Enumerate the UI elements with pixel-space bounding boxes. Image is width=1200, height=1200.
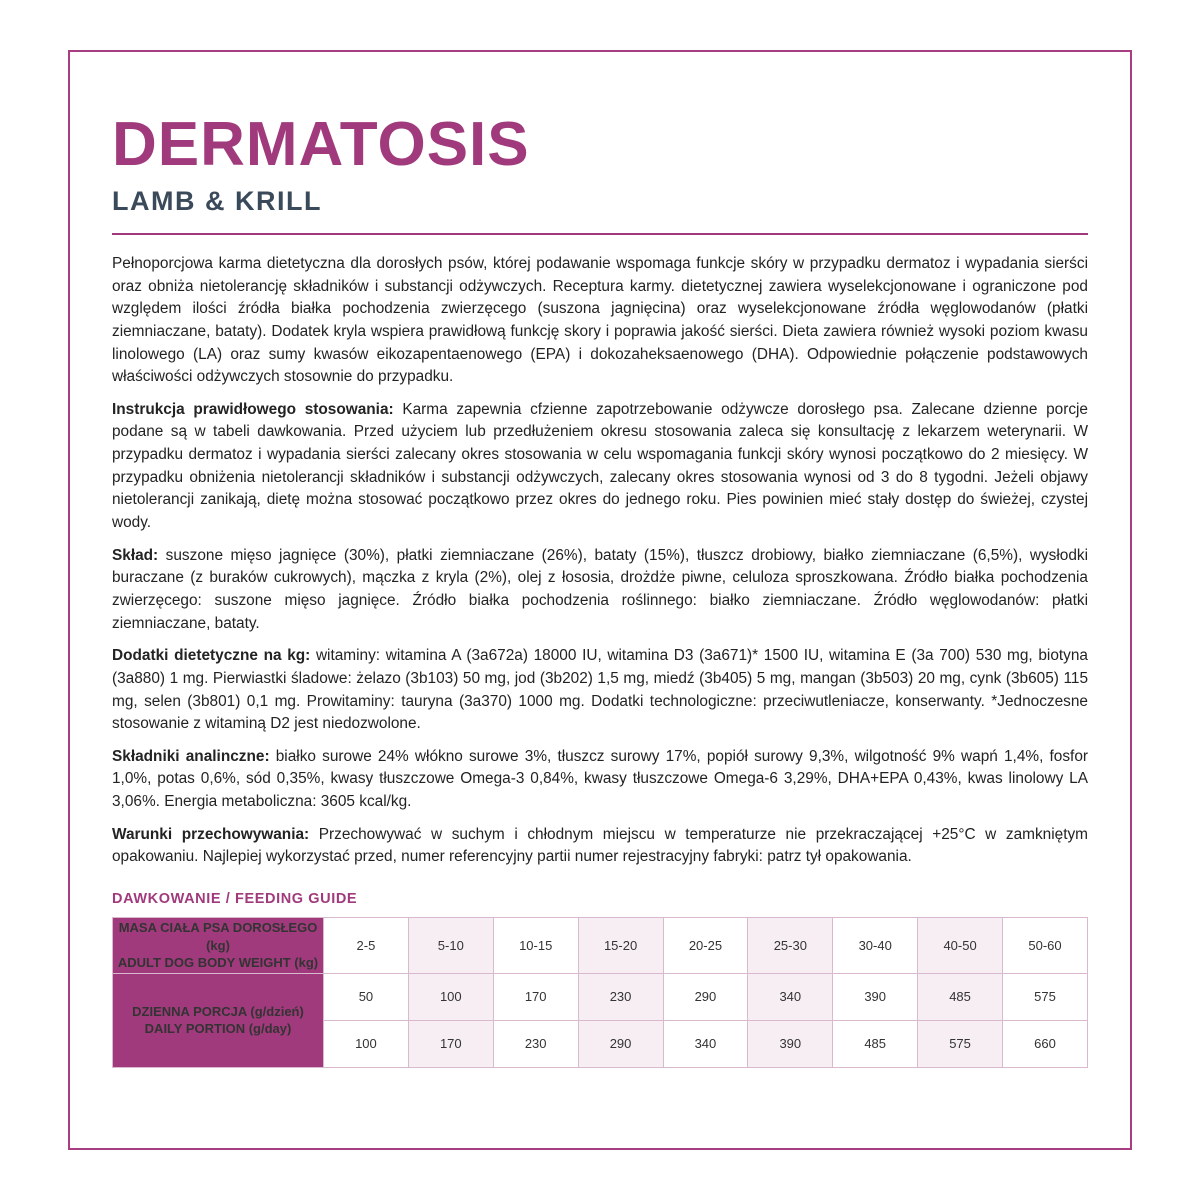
page-title: DERMATOSIS [112,110,530,179]
row-header-body-weight-pl: MASA CIAŁA PSA DOROSŁEGO (kg) [118,920,318,953]
cell-portion-max: 575 [918,1020,1003,1067]
label-content [112,110,1089,1068]
storage-text: Przechowywać w suchym i chłodnym miejscu w temperaturze nie przekraczającej +25°C w zamkniętym opakowaniu. Najlepiej wykorzystać przed, numer referencyjny partii numer rejestracyjny fabryki: patrz tył opakowania. [112,825,1088,866]
feeding-guide-table [112,917,1088,1068]
intro-paragraph: Pełnoporcjowa karma dietetyczna dla dorosłych psów, której podawanie wspomaga funkcje skóry w przypadku dermatoz i wypadania sierści oraz obniża nietolerancję składników i substancji odżywczych. Receptura karmy. dietetycznej zawiera wyselekcjonowane i ograniczone pod względem ilości źródła białka pochodzenia zwierzęcego (suszona jagnięcina) oraz wyselekcjonowane źródła węglowodanów (płatki ziemniaczane, bataty). Dodatek kryla wspiera prawidłową funkcję skory i poprawia jakość sierści. Dieta zawiera również wysoki poziom kwasu linolowego (LA) oraz sumy kwasów eikozapentaenowego (EPA) i dokozaheksaenowego (DHA). Odpowiednie połączenie podstawowych właściwości odżywczych stosownie do przypadku. [112,255,1088,386]
composition-label: Skład: [112,546,159,564]
table-row-weights [113,918,1088,974]
analytical-label: Składniki analinczne: [112,747,270,765]
cell-portion-min: 485 [918,973,1003,1020]
analytical-text: białko surowe 24% włókno surowe 3%, tłuszcz surowy 17%, popiół surowy 9,3%, wilgotność 9% wapń 1,4%, fosfor 1,0%, potas 0,6%, sód 0,35%, kwasy tłuszczowe Omega-3 0,84%, kwasy tłuszczowe Omega-6 3,29%, DHA+EPA 0,43%, kwas linolowy LA 3,06%. Energia metaboliczna: 3605 kcal/kg. [112,747,1089,811]
cell-portion-min: 170 [493,973,578,1020]
additives-label: Dodatki dietetyczne na kg: [112,647,311,665]
storage-label: Warunki przechowywania: [112,825,310,843]
cell-portion-max: 390 [748,1020,833,1067]
cell-portion-min: 100 [408,973,493,1020]
feeding-guide-title: DAWKOWANIE / FEEDING GUIDE [112,891,358,908]
cell-weight: 20-25 [663,918,748,974]
additives-text: witaminy: witamina A (3a672a) 18000 IU, witamina D3 (3a671)* 1500 IU, witamina E (3a 700) 530 mg, biotyna (3a880) 1 mg. Pierwiastki śladowe: żelazo (3b103) 50 mg, jod (3b202) 1,5 mg, miedź (3b405) 5 mg, mangan (3b503) 20 mg, cynk (3b605) 115 mg, selen (3b801) 0,1 mg. Prowitaminy: tauryna (3a370) 1000 mg. Dodatki technologiczne: przeciwutleniacze, konserwanty. *Jednoczesne stosowanie z witaminą D2 jest niedozwolone. [112,647,1088,733]
storage-paragraph [112,824,1088,869]
cell-weight: 2-5 [324,918,409,974]
row-header-body-weight [113,918,324,974]
cell-portion-min: 230 [578,973,663,1020]
usage-label: Instrukcja prawidłowego stosowania: [112,400,394,418]
cell-portion-max: 340 [663,1020,748,1067]
cell-weight: 10-15 [493,918,578,974]
table-row-portion-min [113,973,1088,1020]
cell-portion-max: 170 [408,1020,493,1067]
cell-portion-max: 485 [833,1020,918,1067]
row-header-daily-portion-en: DAILY PORTION (g/day) [144,1021,292,1037]
cell-portion-max: 100 [324,1020,409,1067]
cell-portion-min: 290 [663,973,748,1020]
composition-paragraph [112,545,1088,636]
composition-text: suszone mięso jagnięce (30%), płatki ziemniaczane (26%), bataty (15%), tłuszcz drobiowy, białko ziemniaczane (6,5%), wysłodki buraczane (z buraków cukrowych), mączka z kryla (2%), olej z łososia, drożdże piwne, celuloza sproszkowana. Źródło białka pochodzenia zwierzęcego: suszone mięso jagnięce. Źródło białka pochodzenia roślinnego: białko ziemniaczane. Źródło węglowodanów: płatki ziemniaczane, bataty. [112,546,1088,632]
row-header-body-weight-en: ADULT DOG BODY WEIGHT (kg) [117,955,319,971]
cell-portion-min: 390 [833,973,918,1020]
row-header-daily-portion [113,973,324,1067]
additives-paragraph [112,645,1088,736]
cell-weight: 15-20 [578,918,663,974]
cell-weight: 50-60 [1003,918,1088,974]
cell-weight: 40-50 [918,918,1003,974]
page-subtitle: LAMB & KRILL [112,186,322,216]
cell-portion-max: 660 [1003,1020,1088,1067]
analytical-paragraph [112,746,1088,814]
cell-weight: 25-30 [748,918,833,974]
cell-weight: 30-40 [833,918,918,974]
cell-weight: 5-10 [408,918,493,974]
cell-portion-max: 230 [493,1020,578,1067]
product-label-card [68,50,1132,1150]
title-divider [112,233,1088,235]
row-header-daily-portion-pl: DZIENNA PORCJA (g/dzień) [132,1003,304,1019]
cell-portion-min: 340 [748,973,833,1020]
cell-portion-min: 50 [324,973,409,1020]
usage-text: Karma zapewnia cfzienne zapotrzebowanie odżywcze dorosłego psa. Zalecane dzienne porcje podane są w tabeli dawkowania. Przed użyciem lub przedłużeniem okresu stosowania zaleca się konsultację z lekarzem weterynarii. W przypadku dermatoz i wypadania sierści zalecany okres stosowania w celu wspomagania funkcji skóry wynosi początkowo do 2 miesięcy. W przypadku obniżenia nietolerancji składników i substancji odżywczych, zalecany okres stosowania wynosi od 3 do 8 tygodni. Jeżeli objawy nietolerancji zanikają, dietę można stosować początkowo przez okres do jednego roku. Pies powinien mieć stały dostęp do świeżej, czystej wody. [112,400,1088,532]
cell-portion-max: 290 [578,1020,663,1067]
cell-portion-min: 575 [1003,973,1088,1020]
usage-paragraph [112,399,1088,535]
